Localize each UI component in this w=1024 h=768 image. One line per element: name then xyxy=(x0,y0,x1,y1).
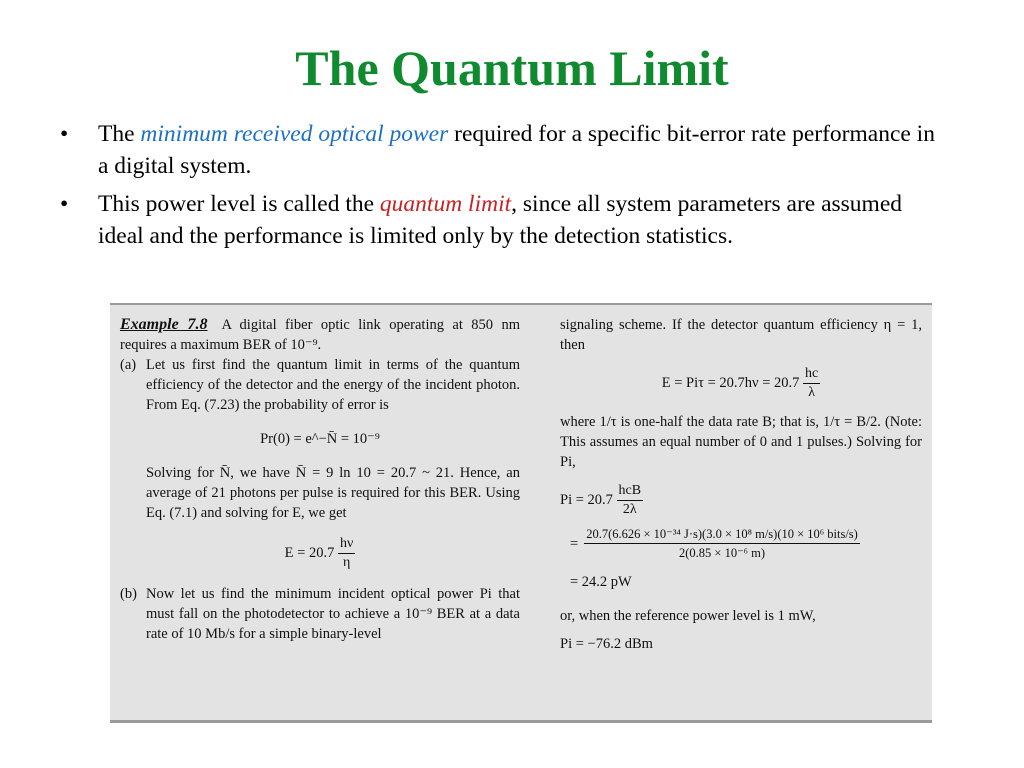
bullet-text-post: required for a specific bit-error rate performance in a digital system. xyxy=(98,121,935,179)
example-left-column xyxy=(120,315,520,644)
example-right-column xyxy=(560,315,922,654)
bullet-text xyxy=(98,118,950,182)
part-a-label: (a) xyxy=(120,357,137,373)
part-b-text: Now let us find the minimum incident optical power Pi that must fall on the photodetector to achieve a 10⁻⁹ BER at a data rate of 10 Mb/s for a simple binary-level xyxy=(146,586,520,642)
part-b-label: (b) xyxy=(120,586,137,602)
bullet-text xyxy=(98,188,950,252)
part-b xyxy=(120,584,520,644)
solving-paragraph xyxy=(120,463,520,523)
equation-result-dbm: Pi = −76.2 dBm xyxy=(560,636,653,652)
eq2-numerator: hν xyxy=(338,535,355,554)
bullet-text-post: , since all system parameters are assumed ideal and the performance is limited only by the detection statistics. xyxy=(98,191,903,249)
example-intro xyxy=(120,315,520,355)
eq2-fraction xyxy=(338,535,355,572)
equation-power-numeric xyxy=(570,525,922,562)
eq3-lhs: E = Piτ = 20.7hν = 20.7 xyxy=(661,374,800,391)
example-box xyxy=(110,303,932,723)
part-a-text: Let us first find the quantum limit in terms of the quantum efficiency of the detector and the energy of the incident photon. From Eq. (7.23) the probability of error is xyxy=(146,357,520,413)
equation-energy xyxy=(120,535,520,572)
eq5-denominator: 2(0.85 × 10⁻⁶ m) xyxy=(678,546,766,560)
bullet-item xyxy=(60,118,950,182)
eq5-fraction xyxy=(584,525,860,562)
right-tail: or, when the reference power level is 1 mW, xyxy=(560,608,816,624)
eq5-numerator: 20.7(6.626 × 10⁻³⁴ J·s)(3.0 × 10⁸ m/s)(10 × 10⁶ bits/s) xyxy=(584,525,860,544)
eq5-equals: = xyxy=(570,535,579,552)
bullet-marker: • xyxy=(60,121,69,147)
part-a xyxy=(120,355,520,415)
right-intro: signaling scheme. If the detector quantum efficiency η = 1, then xyxy=(560,317,922,353)
equation-result-pw: = 24.2 pW xyxy=(570,574,632,590)
solving-text: Solving for N̄, we have N̄ = 9 ln 10 = 20.7 ~ 21. Hence, an average of 21 photons per pulse is required for this BER. Using Eq. (7.1) and solving for E, we get xyxy=(146,465,520,521)
example-intro-text: A digital fiber optic link operating at 850 nm requires a maximum BER of 10⁻⁹. xyxy=(120,317,520,353)
bullet-text-pre: The xyxy=(98,121,141,147)
eq4-numerator: hcB xyxy=(617,482,644,501)
equation-error-probability: Pr(0) = e^−N̄ = 10⁻⁹ xyxy=(260,431,380,447)
bullet-text-pre: This power level is called the xyxy=(98,191,380,217)
bullet-item xyxy=(60,188,950,252)
equation-photon-energy xyxy=(560,365,922,402)
eq3-denominator: λ xyxy=(808,385,816,400)
eq4-lhs: Pi = 20.7 xyxy=(560,491,613,508)
eq3-numerator: hc xyxy=(803,365,820,384)
eq2-lhs: E = 20.7 xyxy=(284,544,335,561)
right-mid: where 1/τ is one-half the data rate B; that is, 1/τ = B/2. (Note: This assumes an equal number of 0 and 1 pulses.) Solving for Pi, xyxy=(560,414,922,470)
eq4-fraction xyxy=(617,482,644,519)
eq4-denominator: 2λ xyxy=(622,502,637,517)
eq2-denominator: η xyxy=(342,555,351,570)
bullet-list xyxy=(60,118,950,258)
equation-power xyxy=(560,482,922,519)
indent-spacer xyxy=(120,463,146,523)
bullet-marker: • xyxy=(60,191,69,217)
slide-title: The Quantum Limit xyxy=(295,40,729,96)
example-label: Example 7.8 xyxy=(120,316,208,333)
highlight-term: minimum received optical power xyxy=(140,121,449,147)
highlight-term: quantum limit xyxy=(379,191,512,217)
eq3-fraction xyxy=(803,365,820,402)
